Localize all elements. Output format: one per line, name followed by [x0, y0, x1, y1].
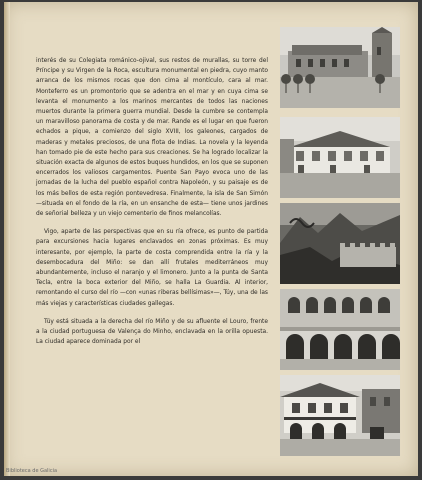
paragraph-3: Túy está situada a la derecha del río Miño y de su afluente el Louro, frente a la ciudad portuguesa de Valença do Minho, enclavada en la orilla opuesta. La ciudad aparece dominada por el: [36, 318, 268, 346]
library-watermark: Biblioteca de Galicia: [6, 468, 58, 474]
body-text-column: [36, 56, 268, 347]
paragraph-2: Vigo, aparte de las perspectivas que en su ría ofrece, es punto de partida para excursiones hacia lugares enclavados en zonas próximas. Es muy interesante, por ejemplo, la parte de costa comprendida entre la ría y la desembocadura del Miño: se dan allí frutales mediterráneos muy abundantemente, incluso el naranjo y el limonero. Junto a la punta de Santa Tecla, entre la boca exterior del Miño, se halla La Guardia. Al interior, remontando el curso del río —con «unas riberas bellísimas»—, Túy, una de las más viejas y características ciudades gallegas.: [36, 229, 268, 307]
photo-palace-square: [280, 27, 400, 108]
page-spine-shadow: [4, 2, 10, 476]
paragraph-1: interés de su Colegiata románico-ojival, sus restos de murallas, su torre del Príncipe y su Virgen de la Roca, escultura monumental en piedra, cuyo manto arranca de los mismos rocas que don cima al montículo, cara al mar. Monteferro es un promontorio que se adentra en el mar y en cuya cima se levanta el monumento a los marinos mercantes de todos las naciones muertos durante la primera guerra mundial. Desde la cumbre se contempla un maravilloso panorama de costa y de mar. Rande es el lugar en que fueron echados a pique, a comienzo del siglo XVIII, los galeones, cargados de maderas y metales preciosos, de una flota de Indias. La novela y la leyenda han tomado pie de este hecho para sus creaciones. Se ha logrado localizar la situación exacta de algunos de estos buques hundidos, en los que se suponen encerrados los valiosos cargamentos. Puente San Payo evoca uno de las jornadas de la lucha del pueblo español contra Napoleón, y su paisaje es de los más bellos de esta región pontevedresa. Finalmente, la isla de San Simón —situada en el fondo de la ría, en un ensanche de esta— tiene unos jardines de señorial belleza y un viejo cementerio de finos melancolías.: [36, 58, 268, 218]
book-page: [4, 2, 418, 476]
photo-galleries-street: [280, 117, 400, 198]
photo-rocky-castle: [280, 203, 400, 284]
photo-town-houses: [280, 375, 400, 456]
photo-arcaded-cloister: [280, 289, 400, 370]
